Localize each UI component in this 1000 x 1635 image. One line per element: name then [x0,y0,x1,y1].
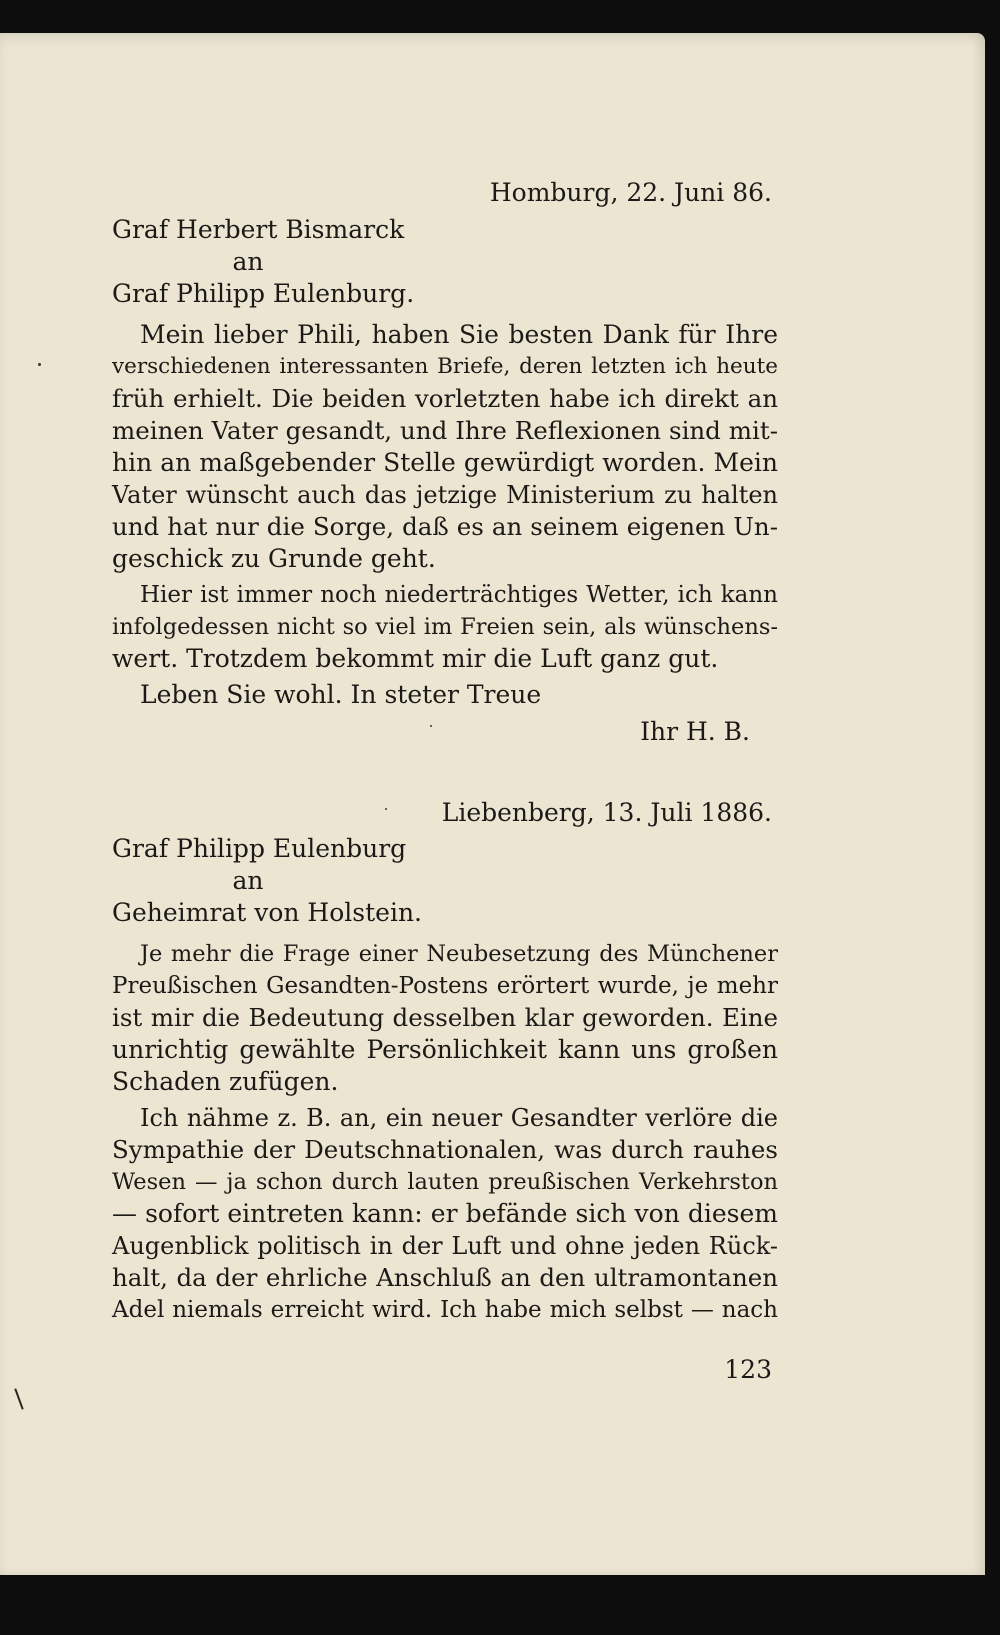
paper-speck [385,808,387,810]
text-line: meinen Vater gesandt, und Ihre Reflexionen sind mit- [112,416,778,445]
paper-speck [430,725,432,727]
text-line: Wesen — ja schon durch lauten preußischen Verkehrston [112,1169,778,1195]
text-line: hin an maßgebender Stelle gewürdigt worden. Mein [112,448,778,477]
letter1-closing: Leben Sie wohl. In steter Treue [140,680,542,709]
text-line: früh erhielt. Die beiden vorletzten habe ich direkt an [112,384,778,413]
page-number: 123 [724,1355,772,1384]
text-line: verschiedenen interessanten Briefe, deren letzten ich heute [112,354,778,379]
letter2-an: an [232,866,264,895]
text-line: ist mir die Bedeutung desselben klar geworden. Eine [112,1003,778,1032]
letter1-recipient: Graf Philipp Eulenburg. [112,279,415,308]
text-line: Sympathie der Deutschnationalen, was durch rauhes [112,1135,778,1164]
letter1-an: an [232,247,264,276]
paper-mark [14,1388,23,1409]
text-line: Schaden zufügen. [112,1067,339,1096]
letter2-place-date: Liebenberg, 13. Juli 1886. [441,798,772,827]
page-sheet [0,33,985,1575]
text-line: geschick zu Grunde geht. [112,544,436,573]
text-line: Ich nähme z. B. an, ein neuer Gesandter verlöre die [140,1104,778,1132]
text-line: Je mehr die Frage einer Neubesetzung des Münchener [140,941,778,967]
text-line: wert. Trotzdem bekommt mir die Luft ganz gut. [112,644,719,673]
text-line: Preußischen Gesandten-Postens erörtert wurde, je mehr [112,973,778,999]
text-line: Mein lieber Phili, haben Sie besten Dank für Ihre [140,320,778,349]
letter1-signature: Ihr H. B. [640,717,750,746]
text-line: Augenblick politisch in der Luft und ohne jeden Rück- [112,1232,778,1260]
text-line: Hier ist immer noch niederträchtiges Wetter, ich kann [140,582,778,608]
letter1-sender: Graf Herbert Bismarck [112,215,405,244]
text-line: infolgedessen nicht so viel im Freien sein, als wünschens- [112,614,778,640]
text-line: Adel niemals erreicht wird. Ich habe mich selbst — nach [112,1297,778,1323]
text-line: — sofort eintreten kann: er befände sich von diesem [112,1199,778,1228]
letter1-place-date: Homburg, 22. Juni 86. [489,178,772,207]
letter2-recipient: Geheimrat von Holstein. [112,898,422,927]
text-line: und hat nur die Sorge, daß es an seinem eigenen Un- [112,512,778,541]
text-line: halt, da der ehrliche Anschluß an den ultramontanen [112,1263,778,1292]
text-line: unrichtig gewählte Persönlichkeit kann uns großen [112,1035,778,1064]
letter2-sender: Graf Philipp Eulenburg [112,834,407,863]
text-line: Vater wünscht auch das jetzige Ministerium zu halten [112,481,778,509]
paper-speck [38,363,41,366]
